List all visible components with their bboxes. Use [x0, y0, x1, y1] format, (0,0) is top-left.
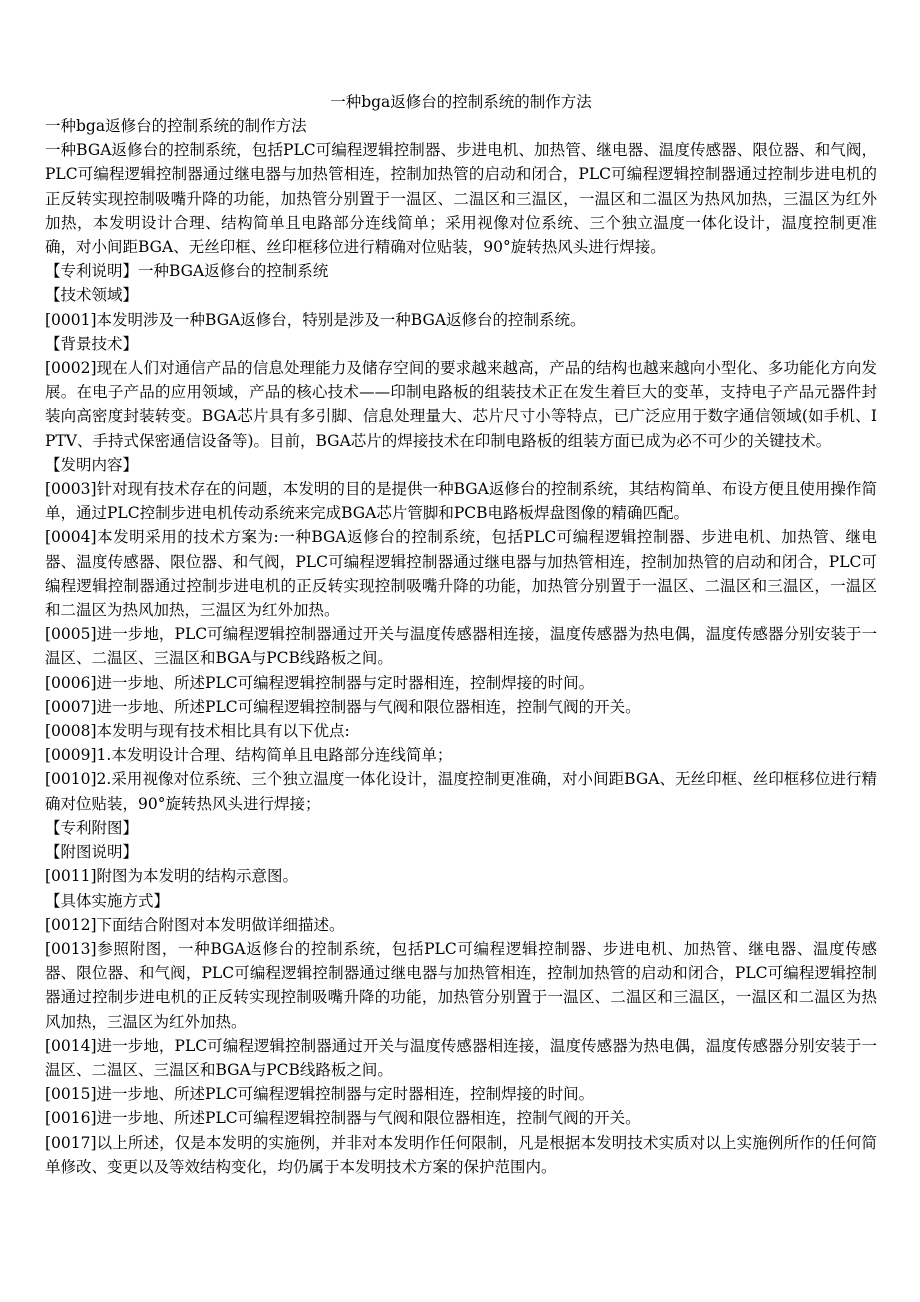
paragraph-0012: [0012]下面结合附图对本发明做详细描述。	[45, 915, 345, 934]
paragraph-0015: [0015]进一步地、所述PLC可编程逻辑控制器与定时器相连，控制焊接的时间。	[45, 1085, 595, 1104]
paragraph-0014: [0014]进一步地，PLC可编程逻辑控制器通过开关与温度传感器相连接，温度传感器为热电偶，温度传感器分别安装于一温区、二温区、三温区和BGA与PCB线路板之间。	[45, 1036, 877, 1079]
section-heading-invention-content: 【发明内容】	[45, 455, 139, 474]
paragraph-0010: [0010]2.采用视像对位系统、三个独立温度一体化设计，温度控制更准确，对小间距BGA、无丝印框、丝印框移位进行精确对位贴装，90°旋转热风头进行焊接；	[45, 770, 877, 813]
section-heading-background: 【背景技术】	[45, 334, 139, 353]
paragraph-0004: [0004]本发明采用的技术方案为:一种BGA返修台的控制系统，包括PLC可编程逻辑控制器、步进电机、加热管、继电器、温度传感器、限位器、和气阀，PLC可编程逻辑控制器通过继电器与加热管相连，控制加热管的启动和闭合，PLC可编程逻辑控制器通过控制步进电机的正反转实现控制吸嘴升降的功能，加热管分别置于一温区、二温区和三温区，一温区和二温区为热风加热，三温区为红外加热。	[45, 528, 877, 620]
paragraph-0001: [0001]本发明涉及一种BGA返修台，特别是涉及一种BGA返修台的控制系统。	[45, 310, 586, 329]
paragraph-0017: [0017]以上所述，仅是本发明的实施例，并非对本发明作任何限制，凡是根据本发明技术实质对以上实施例所作的任何简单修改、变更以及等效结构变化，均仍属于本发明技术方案的保护范围内。	[45, 1133, 877, 1176]
abstract-paragraph: 一种BGA返修台的控制系统，包括PLC可编程逻辑控制器、步进电机、加热管、继电器、温度传感器、限位器、和气阀，PLC可编程逻辑控制器通过继电器与加热管相连，控制加热管的启动和闭合，PLC可编程逻辑控制器通过控制步进电机的正反转实现控制吸嘴升降的功能，加热管分别置于一温区、二温区和三温区，一温区和二温区为热风加热，三温区为红外加热，本发明设计合理、结构简单且电路部分连线简单；采用视像对位系统、三个独立温度一体化设计，温度控制更准确，对小间距BGA、无丝印框、丝印框移位进行精确对位贴装，90°旋转热风头进行焊接。	[45, 141, 877, 257]
page-title: 一种bga返修台的控制系统的制作方法	[330, 93, 592, 111]
section-heading-patent-drawings: 【专利附图】	[45, 818, 139, 837]
paragraph-0016: [0016]进一步地、所述PLC可编程逻辑控制器与气阀和限位器相连，控制气阀的开关。	[45, 1109, 641, 1128]
section-heading-technical-field: 【技术领域】	[45, 286, 139, 305]
document-page	[45, 90, 877, 1179]
paragraph-0003: [0003]针对现有技术存在的问题，本发明的目的是提供一种BGA返修台的控制系统，其结构简单、布设方便且使用操作简单，通过PLC控制步进电机传动系统来完成BGA芯片管脚和PCB电路板焊盘图像的精确匹配。	[45, 480, 877, 523]
section-heading-patent-description: 【专利说明】一种BGA返修台的控制系统	[45, 262, 329, 281]
section-heading-embodiment: 【具体实施方式】	[45, 891, 170, 910]
paragraph-0005: [0005]进一步地，PLC可编程逻辑控制器通过开关与温度传感器相连接，温度传感器为热电偶，温度传感器分别安装于一温区、二温区、三温区和BGA与PCB线路板之间。	[45, 625, 877, 668]
paragraph-0006: [0006]进一步地、所述PLC可编程逻辑控制器与定时器相连，控制焊接的时间。	[45, 673, 595, 692]
paragraph-0009: [0009]1.本发明设计合理、结构简单且电路部分连线简单；	[45, 746, 453, 765]
document-subtitle: 一种bga返修台的控制系统的制作方法	[45, 117, 307, 135]
paragraph-0002: [0002]现在人们对通信产品的信息处理能力及储存空间的要求越来越高，产品的结构也越来越向小型化、多功能化方向发展。在电子产品的应用领域，产品的核心技术——印制电路板的组装技术正在发生着巨大的变革，支持电子产品元器件封装向高密度封装转变。BGA芯片具有多引脚、信息处理量大、芯片尺寸小等特点，已广泛应用于数字通信领域(如手机、IPTV、手持式保密通信设备等)。目前，BGA芯片的焊接技术在印制电路板的组装方面已成为必不可少的关键技术。	[45, 359, 877, 450]
paragraph-0013: [0013]参照附图，一种BGA返修台的控制系统，包括PLC可编程逻辑控制器、步进电机、加热管、继电器、温度传感器、限位器、和气阀，PLC可编程逻辑控制器通过继电器与加热管相连，控制加热管的启动和闭合，PLC可编程逻辑控制器通过控制步进电机的正反转实现控制吸嘴升降的功能，加热管分别置于一温区、二温区和三温区，一温区和二温区为热风加热，三温区为红外加热。	[45, 939, 877, 1031]
section-heading-drawings-description: 【附图说明】	[45, 843, 139, 862]
paragraph-0008: [0008]本发明与现有技术相比具有以下优点:	[45, 722, 350, 741]
paragraph-0007: [0007]进一步地、所述PLC可编程逻辑控制器与气阀和限位器相连，控制气阀的开关。	[45, 697, 641, 716]
paragraph-0011: [0011]附图为本发明的结构示意图。	[45, 867, 299, 886]
